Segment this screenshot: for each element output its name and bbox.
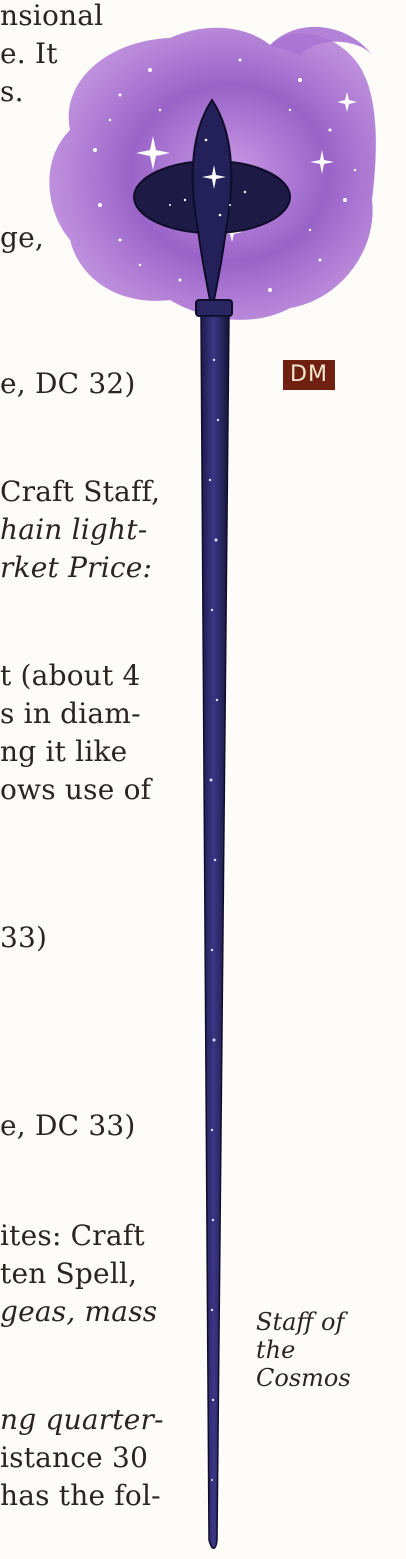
text-line: ites: Craft (0, 1219, 145, 1252)
caption-line: the Cosmos (256, 1336, 351, 1392)
text-line: geas, mass (0, 1295, 158, 1328)
text-line: ng quarter- (0, 1403, 164, 1436)
caption-line: Staff of (256, 1308, 345, 1336)
illustration-caption (256, 1308, 396, 1392)
text-line: hain light- (0, 513, 148, 546)
dm-badge: DM (283, 360, 335, 390)
text-line: e. It (0, 37, 58, 70)
staff-shaft (201, 316, 229, 1548)
text-line: Craft Staff, (0, 475, 161, 508)
text-line: s. (0, 75, 24, 108)
text-line: e, DC 33) (0, 1109, 136, 1142)
text-line: e, DC 32) (0, 367, 136, 400)
text-line: ten Spell, (0, 1257, 138, 1290)
staff-collar (196, 300, 232, 316)
text-line: ows use of (0, 773, 152, 806)
text-line: ge, (0, 221, 44, 254)
text-line: t (about 4 (0, 659, 141, 692)
text-line: ng it like (0, 735, 128, 768)
text-line: 33) (0, 921, 48, 954)
text-line: istance 30 (0, 1441, 149, 1474)
text-line: has the fol- (0, 1479, 161, 1512)
text-line: nsional (0, 0, 104, 32)
text-line: s in diam- (0, 697, 141, 730)
text-line: rket Price: (0, 551, 153, 584)
